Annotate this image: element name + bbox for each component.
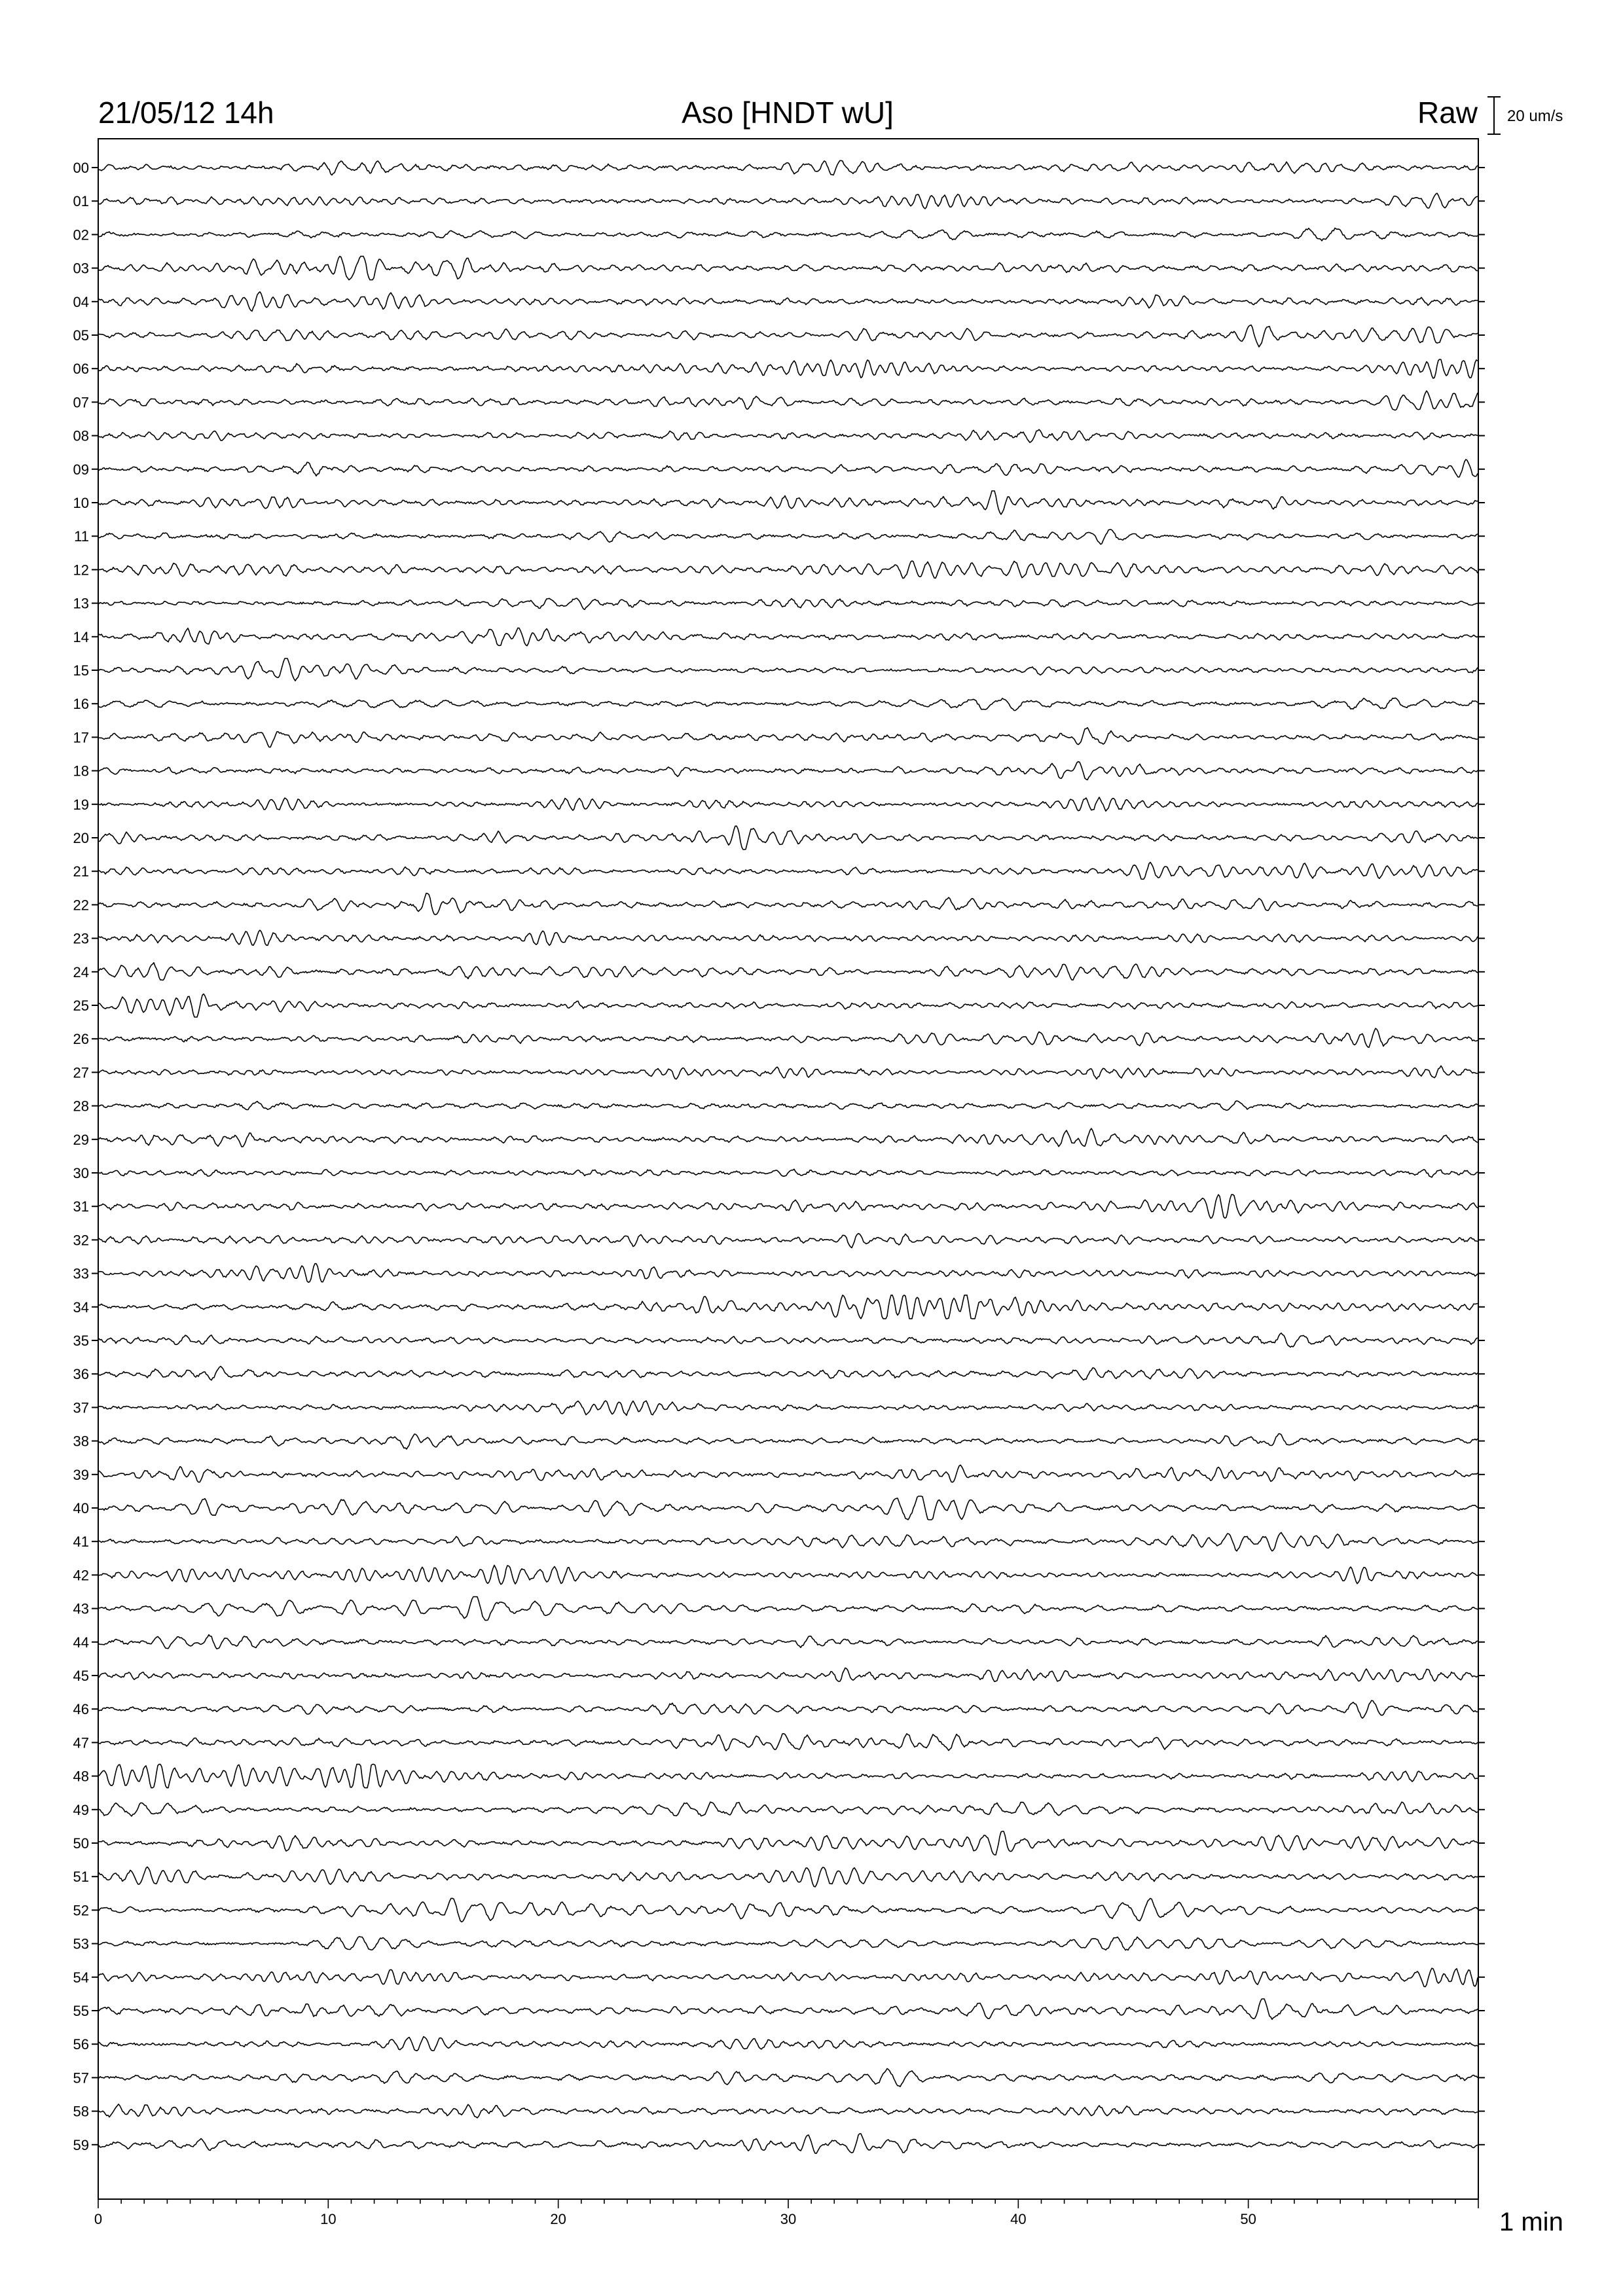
row-label: 33 (73, 1265, 89, 1282)
row-label: 48 (73, 1768, 89, 1785)
row-label: 51 (73, 1869, 89, 1886)
row-label: 10 (73, 495, 89, 511)
trace-line-45 (99, 1668, 1478, 1681)
trace-line-17 (99, 728, 1478, 747)
row-label: 45 (73, 1668, 89, 1684)
trace-line-35 (99, 1333, 1478, 1348)
row-label: 19 (73, 796, 89, 813)
trace-line-39 (99, 1465, 1478, 1482)
trace-line-30 (99, 1169, 1478, 1177)
x-tick-label: 40 (1010, 2211, 1027, 2227)
trace-line-23 (99, 930, 1478, 945)
trace-line-01 (99, 193, 1478, 209)
row-label: 44 (73, 1634, 89, 1651)
trace-line-14 (99, 628, 1478, 645)
row-label: 53 (73, 1935, 89, 1952)
row-label: 39 (73, 1466, 89, 1483)
row-label: 43 (73, 1600, 89, 1617)
trace-line-55 (99, 1999, 1478, 2019)
trace-line-05 (99, 325, 1478, 348)
row-label: 18 (73, 762, 89, 780)
trace-line-27 (99, 1066, 1478, 1079)
trace-line-41 (99, 1533, 1478, 1551)
row-label: 36 (73, 1366, 89, 1383)
row-label: 15 (73, 662, 89, 679)
trace-line-47 (99, 1734, 1478, 1751)
trace-line-07 (99, 391, 1478, 410)
row-label: 25 (73, 997, 89, 1014)
trace-line-43 (99, 1597, 1478, 1621)
row-label: 11 (74, 528, 89, 545)
trace-line-54 (99, 1968, 1478, 1986)
row-label: 06 (73, 361, 89, 378)
trace-line-04 (99, 292, 1478, 312)
trace-line-50 (99, 1831, 1478, 1855)
trace-line-22 (99, 893, 1478, 915)
trace-line-57 (99, 2069, 1478, 2087)
trace-line-24 (99, 963, 1478, 980)
trace-line-31 (99, 1194, 1478, 1218)
row-label: 17 (73, 729, 89, 746)
x-tick-label: 0 (94, 2211, 103, 2227)
row-label: 27 (73, 1064, 89, 1081)
x-tick-label: 30 (780, 2211, 797, 2227)
row-label: 05 (73, 327, 89, 344)
row-label: 14 (73, 628, 89, 645)
trace-line-21 (99, 862, 1478, 879)
trace-line-00 (99, 160, 1478, 175)
x-axis (92, 168, 1485, 2227)
trace-line-12 (99, 561, 1478, 579)
trace-line-52 (99, 1898, 1478, 1922)
trace-line-56 (99, 2037, 1478, 2051)
row-label: 24 (73, 963, 89, 980)
row-label: 47 (73, 1734, 89, 1751)
row-label: 04 (73, 293, 89, 310)
trace-line-37 (99, 1401, 1478, 1415)
row-label: 38 (73, 1433, 89, 1450)
row-label: 32 (73, 1232, 89, 1249)
trace-line-46 (99, 1700, 1478, 1718)
row-label: 21 (73, 863, 89, 880)
row-label: 00 (73, 160, 89, 176)
row-label: 52 (73, 1902, 89, 1919)
row-label: 12 (73, 562, 89, 579)
trace-line-09 (99, 459, 1478, 477)
trace-line-49 (99, 1802, 1478, 1816)
row-label: 50 (73, 1835, 89, 1852)
row-label: 59 (73, 2136, 89, 2153)
traces (99, 160, 1478, 2153)
trace-line-03 (99, 257, 1478, 280)
trace-line-13 (99, 598, 1478, 609)
trace-line-38 (99, 1434, 1478, 1450)
x-tick-label: 50 (1240, 2211, 1256, 2227)
row-label: 49 (73, 1801, 89, 1818)
row-label: 42 (73, 1567, 89, 1584)
trace-line-02 (99, 228, 1478, 241)
trace-line-53 (99, 1937, 1478, 1950)
row-label: 40 (73, 1500, 89, 1516)
mode-label: Raw (1417, 96, 1478, 130)
trace-line-11 (99, 529, 1478, 545)
row-label: 26 (73, 1031, 89, 1048)
row-label: 34 (73, 1299, 89, 1316)
trace-line-20 (99, 826, 1478, 850)
trace-line-19 (99, 797, 1478, 811)
row-label: 07 (73, 394, 89, 411)
row-label: 55 (73, 2003, 89, 2019)
chart-datetime: 21/05/12 14h (98, 96, 274, 130)
row-label: 01 (73, 193, 89, 210)
trace-line-28 (99, 1101, 1478, 1110)
amplitude-scale-label: 20 um/s (1507, 107, 1563, 125)
row-label: 02 (73, 226, 89, 243)
trace-line-48 (99, 1765, 1478, 1788)
chart-title: Aso [HNDT wU] (682, 96, 894, 130)
row-label: 23 (73, 930, 89, 947)
row-label: 13 (73, 595, 89, 612)
trace-line-59 (99, 2134, 1478, 2153)
row-label: 03 (73, 260, 89, 277)
row-label: 58 (73, 2103, 89, 2120)
trace-line-25 (99, 994, 1478, 1017)
row-label: 29 (73, 1131, 89, 1148)
row-label: 54 (73, 1969, 89, 1986)
x-tick-label: 20 (550, 2211, 566, 2227)
row-label: 20 (73, 830, 89, 846)
plot-frame (98, 139, 1478, 2199)
row-label: 37 (73, 1399, 89, 1416)
trace-line-08 (99, 429, 1478, 442)
amplitude-scale-bar (1487, 97, 1501, 134)
trace-line-44 (99, 1635, 1478, 1649)
trace-line-34 (99, 1295, 1478, 1319)
x-tick-label: 10 (320, 2211, 337, 2227)
row-label: 41 (73, 1534, 89, 1551)
row-label: 30 (73, 1165, 89, 1181)
trace-line-16 (99, 698, 1478, 710)
row-label: 16 (73, 696, 89, 713)
trace-line-58 (99, 2104, 1478, 2118)
trace-line-06 (99, 359, 1478, 378)
trace-line-51 (99, 1867, 1478, 1887)
trace-line-15 (99, 658, 1478, 681)
row-label: 46 (73, 1701, 89, 1718)
row-label: 57 (73, 2070, 89, 2087)
row-label: 35 (73, 1333, 89, 1349)
row-label: 31 (73, 1198, 89, 1215)
row-label: 08 (73, 427, 89, 444)
row-label: 56 (73, 2036, 89, 2053)
trace-line-40 (99, 1496, 1478, 1520)
row-label: 22 (73, 897, 89, 914)
row-label: 28 (73, 1098, 89, 1115)
trace-line-29 (99, 1128, 1478, 1147)
row-label: 09 (73, 461, 89, 478)
row-labels (73, 160, 89, 2153)
trace-line-36 (99, 1367, 1478, 1380)
trace-line-32 (99, 1234, 1478, 1248)
trace-line-42 (99, 1566, 1478, 1585)
trace-line-10 (99, 491, 1478, 514)
trace-line-26 (99, 1028, 1478, 1047)
trace-line-18 (99, 762, 1478, 780)
trace-line-33 (99, 1264, 1478, 1283)
x-axis-label: 1 min (1499, 2208, 1563, 2236)
